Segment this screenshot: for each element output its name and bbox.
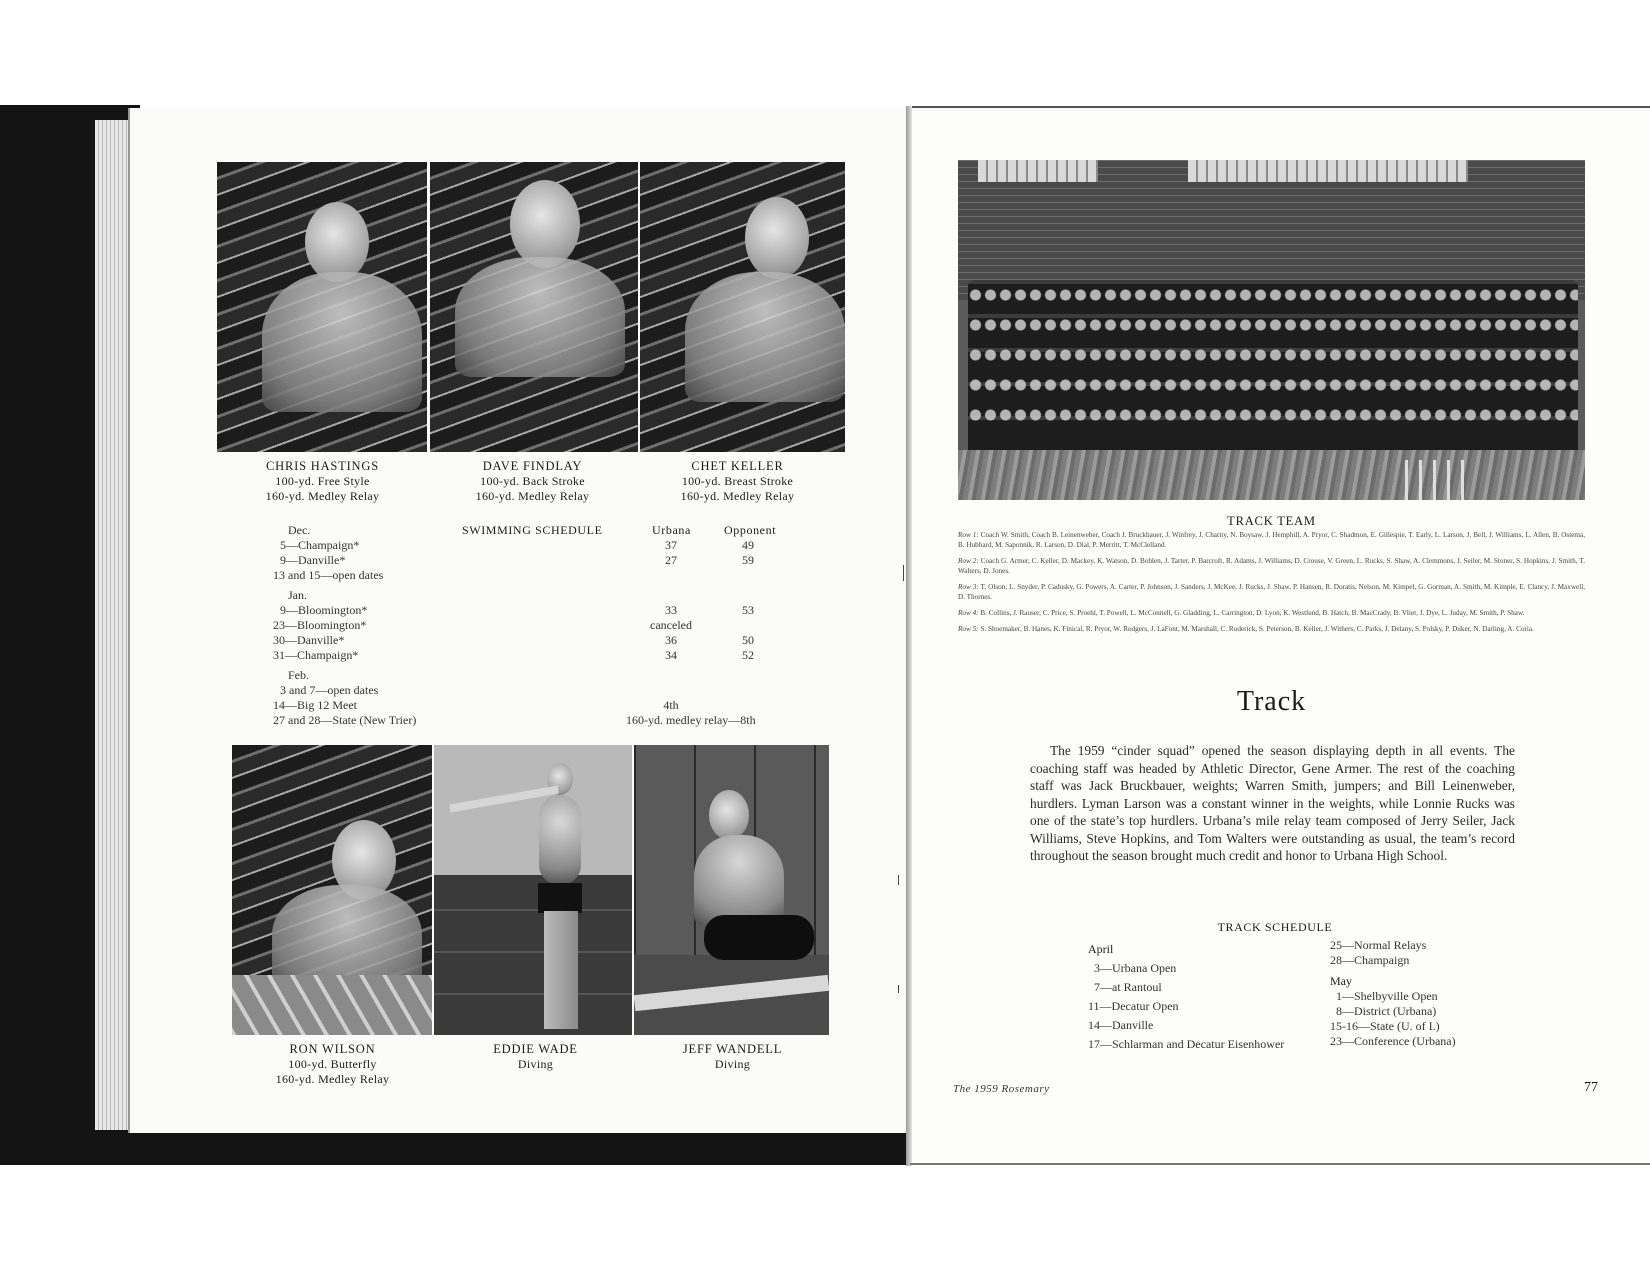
publication-footer: The 1959 Rosemary [953,1083,1050,1095]
page-bottom-edge [910,1163,1650,1165]
swim-event: 27 and 28—State (New Trier) [273,713,417,727]
caption-chet-keller: CHET KELLER 100-yd. Breast Stroke 160-yd. Medley Relay [680,459,795,503]
swim-score-urbana: 33 [665,603,677,617]
track-schedule-april: April 3—Urbana Open 7—at Rantoul 11—Decatur Open 14—Danville 17—Schlarman and Decatur Eisenhower [1088,942,1285,1051]
swim-score-urbana: 37 [665,538,677,552]
photo-chris-hastings [217,162,427,452]
track-schedule-title: TRACK SCHEDULE [1217,920,1333,934]
swim-event: 13 and 15—open dates [273,568,384,582]
swim-event: 5—Champaign* [280,538,360,552]
swim-event: 3 and 7—open dates [280,683,379,697]
swim-score-urbana: 34 [665,648,677,662]
swim-event: 23—Bloomington* [273,618,367,632]
swim-schedule-title: SWIMMING SCHEDULE [462,523,603,537]
track-team-title: TRACK TEAM [1227,514,1316,528]
swim-score-opponent: 52 [742,648,754,662]
swim-month-feb: Feb. [288,668,309,682]
swim-score-opponent: 50 [742,633,754,647]
roster-row-2: Row 2: Coach G. Armer, C. Keller, D. Mackey, K. Watson, D. Bohlen, J. Tarter, P. Barcroft, R. Adams, J. Williams, D. Crouse, V. Green, L. Rucks, S. Shaw, A. Clemmons, J. Seiler, M. Stoner, S. Hopkins, J. Smith, T. Walters, D. Jones. [958,557,1585,575]
swim-event: 30—Danville* [273,633,345,647]
swim-score-urbana: canceled [650,618,692,632]
swim-score-urbana: 27 [665,553,677,567]
caption-dave-findlay: DAVE FINDLAY 100-yd. Back Stroke 160-yd. Medley Relay [475,459,590,503]
swim-score-opponent: 49 [742,538,754,552]
scan-mark [898,875,899,885]
page-gutter [906,106,912,1166]
team-members [968,280,1578,430]
swim-score-opponent: 53 [742,603,754,617]
track-team-photo [958,160,1585,500]
swim-col-urbana: Urbana [652,523,691,537]
roster-row-4: Row 4: B. Collins, J. Rauser, C. Price, S. Proehl, T. Powell, L. McConnell, G. Gladding, L. Carrington, D. Lyon, K. Westlund, B. Hatch, B. MacCrady, B. Vliet, J. Dye, L. Juday, M. Smith, P. Shaw. [958,609,1525,617]
scan-mark [898,985,899,993]
caption-chris-hastings: CHRIS HASTINGS 100-yd. Free Style 160-yd. Medley Relay [265,459,380,503]
swim-event: 9—Bloomington* [280,603,368,617]
track-schedule-may: 25—Normal Relays 28—Champaign May 1—Shelbyville Open 8—District (Urbana) 15-16—State (U. of I.) 23—Conference (Urbana) [1330,938,1456,1048]
caption-ron-wilson: RON WILSON 100-yd. Butterfly 160-yd. Medley Relay [275,1042,390,1086]
building-windows [978,160,1098,182]
ground [958,450,1585,500]
swim-event: 9—Danville* [280,553,346,567]
swim-col-opponent: Opponent [724,523,777,537]
photo-chet-keller [640,162,845,452]
book-binding-bottom [0,1128,910,1165]
swim-score-urbana: 160-yd. medley relay—8th [626,713,756,727]
photo-dave-findlay [430,162,638,452]
track-team-roster [958,530,1585,640]
scan-mark [903,565,904,581]
caption-jeff-wandell: JEFF WANDELL Diving [682,1042,783,1071]
swim-score-urbana: 36 [665,633,677,647]
swim-event: 14—Big 12 Meet [273,698,357,712]
track-heading: Track [1236,686,1307,717]
page-number: 77 [1584,1080,1598,1095]
roster-row-1: Row 1: Coach W. Smith, Coach B. Leinenweber, Coach J. Bruckbauer, J. Winfrey, J. Charity, N. Boysaw, J. Hemphill, A. Pryor, C. Shadmon, E. Gillespie, T. Early, L. Larson, J. Bell, J. Williams, L. Allen, B. Ostema, B. Hubbard, M. Saponnik, R. Larson, D. Dial, P. Merritt, T. McClelland. [958,531,1585,549]
swim-month-jan: Jan. [288,588,307,602]
swim-month-dec: Dec. [288,523,311,537]
photo-eddie-wade [434,745,632,1035]
swim-event: 31—Champaign* [273,648,359,662]
photo-ron-wilson [232,745,432,1035]
fence [1405,460,1465,500]
track-article: The 1959 “cinder squad” opened the season displaying depth in all events. The coaching staff was headed by Athletic Director, Gene Armer. The rest of the coaching staff was Jack Bruckbauer, weights; Warren Smith, jumpers; and Bill Leinenweber, hurdlers. Lyman Larson was a constant winner in the weights, while Lonnie Rucks was one of the state’s top hurdlers. Urbana’s mile relay team composed of Jerry Seiler, Jack Williams, Steve Hopkins, and Tom Walters were outstanding as usual, the team’s record throughout the season brought much credit and honor to Urbana High School. [1030,743,1515,863]
swim-score-urbana: 4th [663,698,679,712]
roster-row-5: Row 5: S. Shoemaker, B. Hanes, K. Finical, R. Pryor, W. Rodgers, J. LaFont, M. Marshall, C. Roderick, S. Peterson, B. Keller, J. Withers, C. Parks, J. Delany, S. Polsky, P. Duker, N. Darling, A. Coria. [958,625,1534,633]
building-windows [1188,160,1468,182]
photo-jeff-wandell [634,745,829,1035]
roster-row-3: Row 3: T. Olson, L. Snyder, P. Cadusky, G. Powers, A. Carter, P. Johnson, J. Sanders, J. McKee, J. Rucks, J. Shaw, P. Hansen, R. Doratis, Nelson, M. Kimpel, G. Gorman, A. Smith, M. Kimple, E. Clancy, J. Maxwell, D. Thornes. [958,583,1586,601]
swim-score-opponent: 59 [742,553,754,567]
caption-eddie-wade: EDDIE WADE Diving [493,1042,578,1071]
